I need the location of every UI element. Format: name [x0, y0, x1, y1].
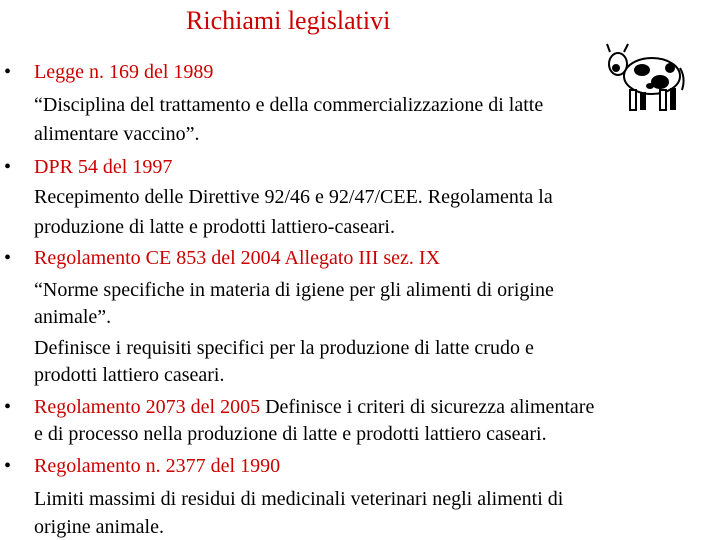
item-heading: Regolamento CE 853 del 2004 Allegato III sez. IX — [34, 247, 441, 269]
item-body-line: Definisce i requisiti specifici per la produzione di latte crudo e — [34, 337, 534, 359]
item-heading: Regolamento n. 2377 del 1990 — [34, 455, 281, 477]
bullet-marker: • — [4, 247, 12, 269]
item-heading: DPR 54 del 1997 — [34, 156, 173, 178]
item-body-line: alimentare vaccino”. — [34, 123, 200, 145]
page-title: Richiami legislativi — [186, 6, 391, 35]
item-body-line: “Disciplina del trattamento e della commercializzazione di latte — [34, 94, 544, 116]
item-body-line: Limiti massimi di residui di medicinali veterinari negli alimenti di — [34, 488, 564, 510]
bullet-marker: • — [4, 156, 12, 178]
item-body-line: “Norme specifiche in materia di igiene per gli alimenti di origine — [34, 279, 554, 301]
item-body-line: produzione di latte e prodotti lattiero-caseari. — [34, 216, 395, 238]
bullet-marker: • — [4, 61, 12, 83]
item-body-line: origine animale. — [34, 516, 164, 538]
item-heading-rest: Definisce i criteri di sicurezza alimentare — [265, 396, 595, 418]
item-body-line: e di processo nella produzione di latte e prodotti lattiero caseari. — [34, 423, 547, 445]
item-heading: Regolamento 2073 del 2005 — [34, 396, 261, 418]
bullet-marker: • — [4, 455, 12, 477]
item-body-line: Recepimento delle Direttive 92/46 e 92/47/CEE. Regolamenta la — [34, 186, 553, 208]
item-heading: Legge n. 169 del 1989 — [34, 61, 214, 83]
item-body-line: prodotti lattiero caseari. — [34, 364, 225, 386]
item-body-line: animale”. — [34, 306, 112, 328]
bullet-marker: • — [4, 396, 12, 418]
item-heading-line — [34, 395, 594, 419]
